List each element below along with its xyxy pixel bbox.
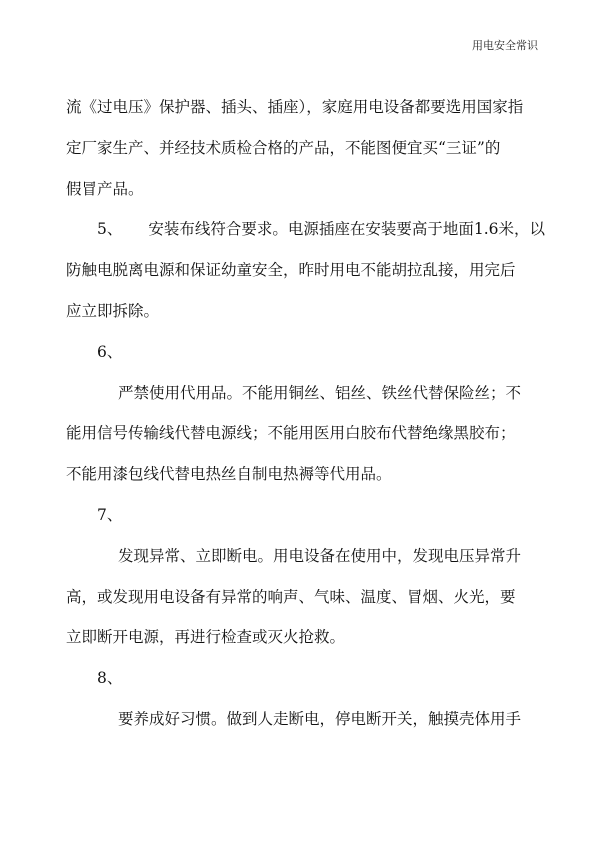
paragraph-line: 不能用漆包线代替电热丝自制电热褥等代用品。 — [66, 465, 392, 484]
item-7-first-line: 发现异常、立即断电。用电设备在使用中，发现电压异常升 — [118, 546, 522, 565]
paragraph-line: 高，或发现用电设备有异常的响声、气味、温度、冒烟、火光，要 — [66, 587, 516, 606]
paragraph-line: 能用信号传输线代替电源线；不能用医用白胶布代替绝缘黑胶布； — [66, 424, 516, 443]
document-body — [66, 87, 546, 740]
page-header-title: 用电安全常识 — [472, 39, 538, 52]
item-5-first-line — [66, 209, 546, 250]
paragraph-line: 假冒产品。 — [66, 179, 144, 198]
item-6-number: 6、 — [97, 342, 123, 361]
item-5-number: 5、 — [97, 220, 123, 239]
paragraph-line: 立即断开电源，再进行检查或灭火抢救。 — [66, 628, 346, 647]
paragraph-line: 防触电脱离电源和保证幼童安全，昨时用电不能胡拉乱接，用完后 — [66, 261, 516, 280]
item-8-number: 8、 — [97, 669, 123, 688]
item-6-first-line: 严禁使用代用品。不能用铜丝、铝丝、铁丝代替保险丝；不 — [118, 383, 522, 402]
item-5-text: 安装布线符合要求。电源插座在安装要高于地面1.6米，以 — [148, 220, 546, 239]
item-8-first-line: 要养成好习惯。做到人走断电，停电断开关，触摸壳体用手 — [118, 709, 522, 728]
paragraph-line: 应立即拆除。 — [66, 301, 160, 320]
paragraph-line: 定厂家生产、并经技术质检合格的产品，不能图便宜买“三证”的 — [66, 138, 501, 157]
paragraph-line: 流《过电压》保护器、插头、插座），家庭用电设备都要选用国家指 — [66, 98, 524, 116]
item-7-number: 7、 — [97, 505, 123, 524]
